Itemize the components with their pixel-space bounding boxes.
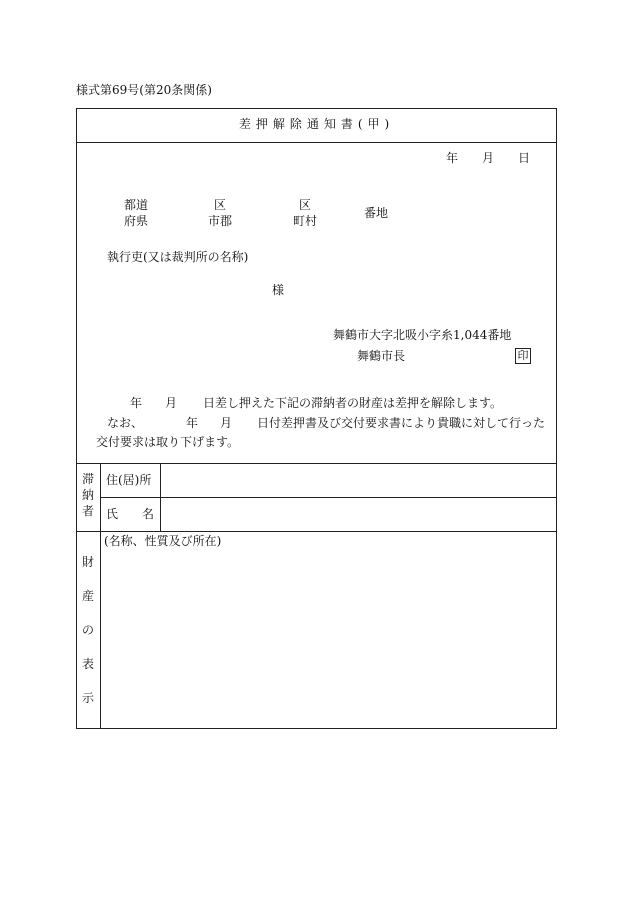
address-city-bottom: 市郡 xyxy=(208,214,233,228)
address-town-top: 区 xyxy=(299,198,312,212)
property-header xyxy=(76,556,100,726)
address-city-top: 区 xyxy=(214,198,227,212)
rule-under-title xyxy=(76,142,557,143)
rule-label-column xyxy=(160,463,161,531)
honorific: 様 xyxy=(272,283,285,297)
address-prefecture-top: 都道 xyxy=(124,198,149,212)
name-field-label: 氏 名 xyxy=(106,507,155,521)
address-prefecture-bottom: 府県 xyxy=(124,214,149,228)
body-line2-month: 月 xyxy=(220,416,233,430)
body-line2-year: 年 xyxy=(186,416,199,430)
body-line1-year: 年 xyxy=(130,396,143,410)
rule-left-column xyxy=(100,463,101,729)
delinquent-char-2: 納 xyxy=(81,488,94,502)
date-year: 年 xyxy=(446,151,459,165)
issuer-name: 舞鶴市長 xyxy=(357,349,406,363)
document-title: 差押解除通知書(甲) xyxy=(238,117,395,131)
delinquent-char-3: 者 xyxy=(81,504,94,518)
issuer-address: 舞鶴市大字北吸小字糸1,044番地 xyxy=(333,328,512,342)
body-line3: 交付要求は取り下げます。 xyxy=(96,435,240,449)
address-banchi: 番地 xyxy=(364,206,389,220)
rule-top-property xyxy=(76,531,557,532)
address-field-label: 住(居)所 xyxy=(106,473,152,487)
date-month: 月 xyxy=(482,151,495,165)
property-char-1: 財 xyxy=(81,555,94,569)
body-line1-month: 月 xyxy=(165,396,178,410)
seal-mark: 印 xyxy=(515,348,531,364)
rule-between-address-name xyxy=(100,497,557,498)
date-day: 日 xyxy=(518,151,531,165)
body-line2-prefix: なお、 xyxy=(107,416,144,430)
property-note: (名称、性質及び所在) xyxy=(104,534,222,548)
property-char-2: 産 xyxy=(81,589,94,603)
property-char-3: の xyxy=(81,623,94,637)
delinquent-char-1: 滞 xyxy=(81,472,94,486)
address-town-bottom: 町村 xyxy=(293,214,318,228)
form-code: 様式第69号(第20条関係) xyxy=(76,83,212,97)
property-char-5: 示 xyxy=(81,691,94,705)
property-char-4: 表 xyxy=(81,657,94,671)
body-line1-text: 日差し押えた下記の滞納者の財産は差押を解除します。 xyxy=(203,396,503,410)
delinquent-header xyxy=(76,473,100,521)
body-line2-text: 日付差押書及び交付要求書により貴職に対して行った xyxy=(257,416,546,430)
rule-top-delinquent xyxy=(76,463,557,464)
recipient-label: 執行吏(又は裁判所の名称) xyxy=(107,250,249,264)
